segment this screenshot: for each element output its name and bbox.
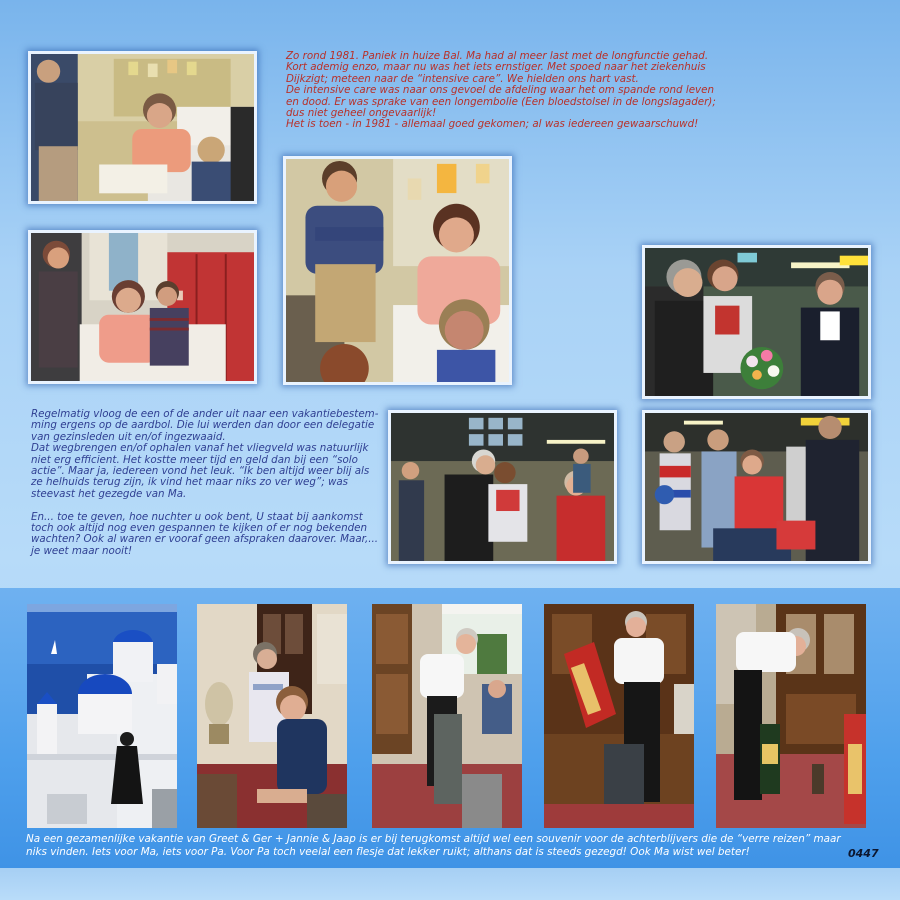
hospital-photo-1 xyxy=(28,51,257,204)
greek-island-photo-icon xyxy=(27,604,177,828)
airport-welcome-photo-icon xyxy=(645,248,868,396)
souvenir-photo-santorini xyxy=(27,604,177,828)
hospital-photo-2 xyxy=(28,230,257,384)
hospital-bed-photo-icon xyxy=(31,233,254,381)
airport-photo-arrival-1 xyxy=(388,410,617,564)
unwrapping-gift-photo-icon xyxy=(544,604,694,828)
unwrapping-gift-photo-icon xyxy=(372,604,522,828)
airport-photo-welcome xyxy=(642,245,871,399)
souvenir-photo-bottle-box xyxy=(544,604,694,828)
unwrapping-gift-photo-icon xyxy=(716,604,866,828)
airport-arrival-photo-icon xyxy=(391,413,614,561)
airport-photo-arrival-2 xyxy=(642,410,871,564)
hospital-bed-photo-icon xyxy=(31,54,254,201)
souvenir-photo-gift-bag xyxy=(372,604,522,828)
story-airport-text: Regelmatig vloog de een of de ander uit naar een vakantiebestem- ming ergens op de aardbol. Die lui werden dan door een delegatie van gezinsleden uit en/of ingezwaaid. Dat wegbrengen en/of ophalen vanaf het vliegveld was natuurlijk niet erg efficient. Het kostte meer tijd en geld dan bij een “solo actie”. Maar ja, iedereen vond het leuk. “Ik ben altijd weer blij als ze helhuids terug zijn, ik vind het maar niks zo ver weg”; was steevast het gezegde van Ma. En... toe te geven, hoe nuchter u ook bent, U staat bij aankomst toch ook altijd nog even gespannen te kijken of er nog bekenden wachten? Ook al waren er vooraf geen afspraken daarover. Maar,... je weet maar nooit! xyxy=(31,408,379,557)
souvenir-photo-living-room xyxy=(197,604,347,828)
hospital-bed-photo-icon xyxy=(286,159,509,382)
airport-arrival-photo-icon xyxy=(645,413,868,561)
story-hospital-text: Zo rond 1981. Paniek in huize Bal. Ma had al meer last met de longfunctie gehad. Kort ademig enzo, maar nu was het iets ernstiger. Met spoed naar het ziekenhuis Dijkzigt; meteen naar de “intensive care”. We hielden ons hart vast. De intensive care was naar ons gevoel de afdeling waar het om spande rond leven en dood. Er was sprake van een longembolie (Een bloedstolsel in de longslagader); dus niet geheel ongevaarlijk! Het is toen - in 1981 - allemaal goed gekomen; al was iedereen gewaarschuwd! xyxy=(286,50,716,131)
living-room-photo-icon xyxy=(197,604,347,828)
souvenir-photo-large-bottle xyxy=(716,604,866,828)
bottom-strip xyxy=(0,868,900,900)
hospital-photo-3 xyxy=(283,156,512,385)
page-number: 0447 xyxy=(848,847,879,860)
souvenir-caption: Na een gezamenlijke vakantie van Greet & Ger + Jannie & Jaap is er bij terugkomst altijd wel een souvenir voor de achterblijvers die de “verre reizen” maar niks vinden. Iets voor Ma, iets voor Pa. Voor Pa toch veelal een flesje dat lekker ruikt; althans dat is steeds gezegd! Ook Ma wist wel beter! xyxy=(26,833,841,858)
